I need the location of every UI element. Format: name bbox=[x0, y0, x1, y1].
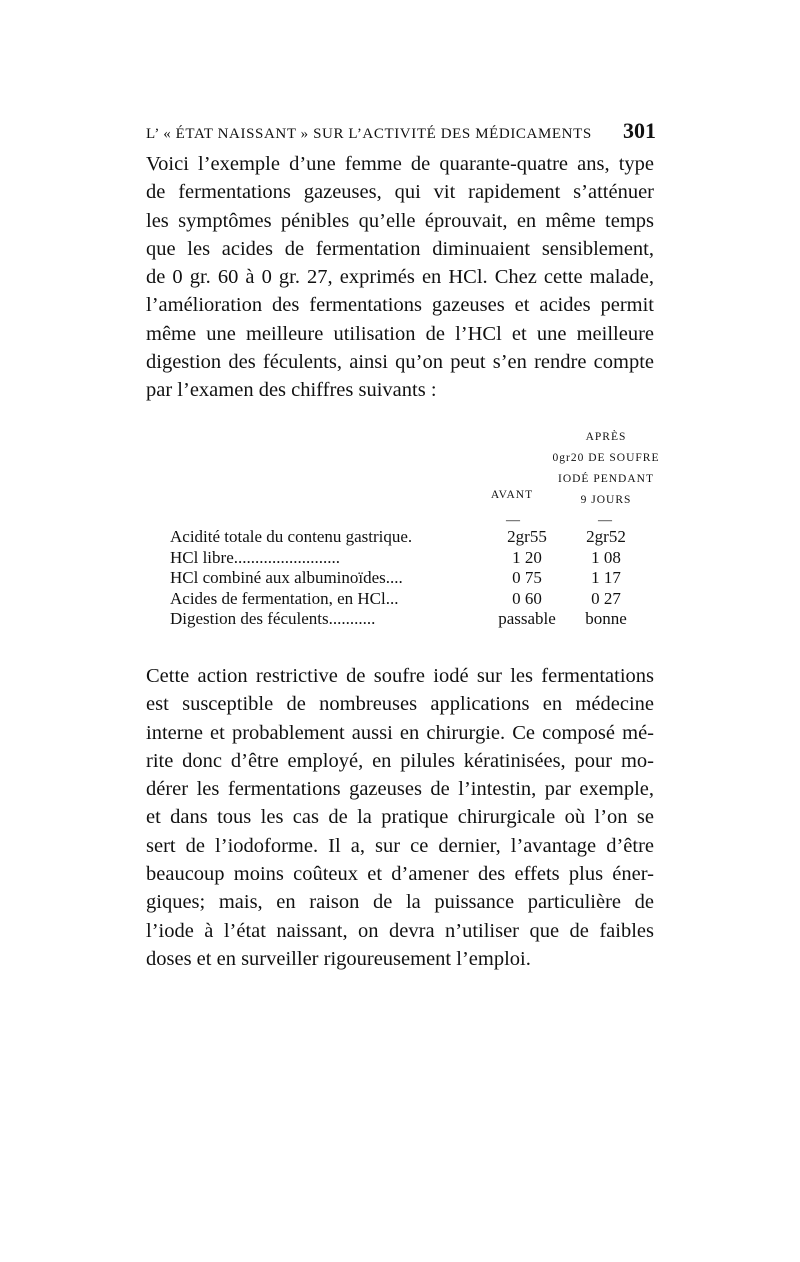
table-row bbox=[170, 548, 660, 569]
table-row bbox=[170, 609, 660, 630]
column-header-avant: AVANT bbox=[490, 489, 534, 501]
value-apres: 2gr52 bbox=[586, 527, 626, 546]
value-avant: 1 20 bbox=[512, 547, 542, 567]
header-line: IODÉ PENDANT bbox=[557, 473, 654, 485]
column-dash: — bbox=[506, 513, 520, 528]
table-row bbox=[170, 568, 660, 589]
value-apres: 1 17 bbox=[591, 568, 621, 588]
column-header-apres bbox=[546, 427, 666, 511]
value-apres: 0 27 bbox=[591, 588, 621, 608]
text-line: giques; mais, en raison de la puissance particulière de bbox=[146, 891, 654, 914]
value-avant: 2gr55 bbox=[507, 527, 547, 546]
value-avant: passable bbox=[498, 609, 556, 629]
text-line: beaucoup moins coûteux et d’amener des effets plus éner- bbox=[146, 863, 654, 886]
results-table bbox=[170, 527, 660, 630]
header-line: 0gr20 DE SOUFRE bbox=[552, 452, 660, 464]
value-avant: 0 60 bbox=[512, 588, 542, 608]
text-line: Voici l’exemple d’une femme de quarante-quatre ans, type bbox=[146, 153, 654, 175]
text-line: sert de l’iodoforme. Il a, sur ce dernier, l’avantage d’être bbox=[146, 834, 654, 857]
text-line: rite donc d’être employé, en pilules kératinisées, pour mo- bbox=[146, 749, 654, 772]
running-head bbox=[146, 118, 656, 144]
text-line: de fermentations gazeuses, qui vit rapidement s’atténuer bbox=[146, 181, 654, 204]
text-line: les symptômes pénibles qu’elle éprouvait, en même temps bbox=[146, 209, 654, 232]
text-line: Cette action restrictive de soufre iodé sur les fermentations bbox=[146, 665, 654, 687]
value-apres: bonne bbox=[585, 609, 627, 629]
table-row bbox=[170, 589, 660, 610]
paragraph-intro bbox=[146, 150, 654, 405]
table-row bbox=[170, 527, 660, 548]
row-label: Acides de fermentation, en HCl... bbox=[170, 588, 399, 608]
text-line: est susceptible de nombreuses applications en médecine bbox=[146, 693, 654, 716]
running-title: L’ « ÉTAT NAISSANT » SUR L’ACTIVITÉ DES MÉDICAMENTS bbox=[146, 126, 592, 142]
text-line: dérer les fermentations gazeuses de l’intestin, par exemple, bbox=[146, 778, 654, 801]
text-line: que les acides de fermentation diminuaient sensiblement, bbox=[146, 237, 654, 260]
value-apres: 1 08 bbox=[591, 547, 621, 567]
row-label: HCl combiné aux albuminoïdes.... bbox=[170, 568, 403, 588]
text-line: interne et probablement aussi en chirurgie. Ce composé mé- bbox=[146, 721, 654, 744]
text-line: et dans tous les cas de la pratique chirurgicale où l’on se bbox=[146, 806, 654, 829]
row-label: Acidité totale du contenu gastrique. bbox=[170, 527, 413, 546]
text-line: l’iode à l’état naissant, on devra n’utiliser que de faibles bbox=[146, 919, 654, 942]
text-line: même une meilleure utilisation de l’HCl et une meilleure bbox=[146, 322, 654, 345]
text-line: l’amélioration des fermentations gazeuses et acides permit bbox=[146, 294, 654, 317]
row-label: Digestion des féculents........... bbox=[170, 609, 376, 629]
text-line: digestion des féculents, ainsi qu’on peut s’en rendre compte bbox=[146, 351, 654, 374]
text-line: doses et en surveiller rigoureusement l’emploi. bbox=[146, 947, 531, 970]
page-number: 301 bbox=[623, 118, 656, 143]
header-line: APRÈS bbox=[585, 431, 627, 443]
paragraph-conclusion bbox=[146, 662, 654, 973]
row-label: HCl libre......................... bbox=[170, 547, 340, 567]
value-avant: 0 75 bbox=[512, 568, 542, 588]
text-line: de 0 gr. 60 à 0 gr. 27, exprimés en HCl. Chez cette malade, bbox=[146, 266, 654, 289]
text-line: par l’examen des chiffres suivants : bbox=[146, 379, 437, 402]
header-line: 9 JOURS bbox=[580, 494, 632, 506]
column-dash: — bbox=[598, 513, 612, 528]
